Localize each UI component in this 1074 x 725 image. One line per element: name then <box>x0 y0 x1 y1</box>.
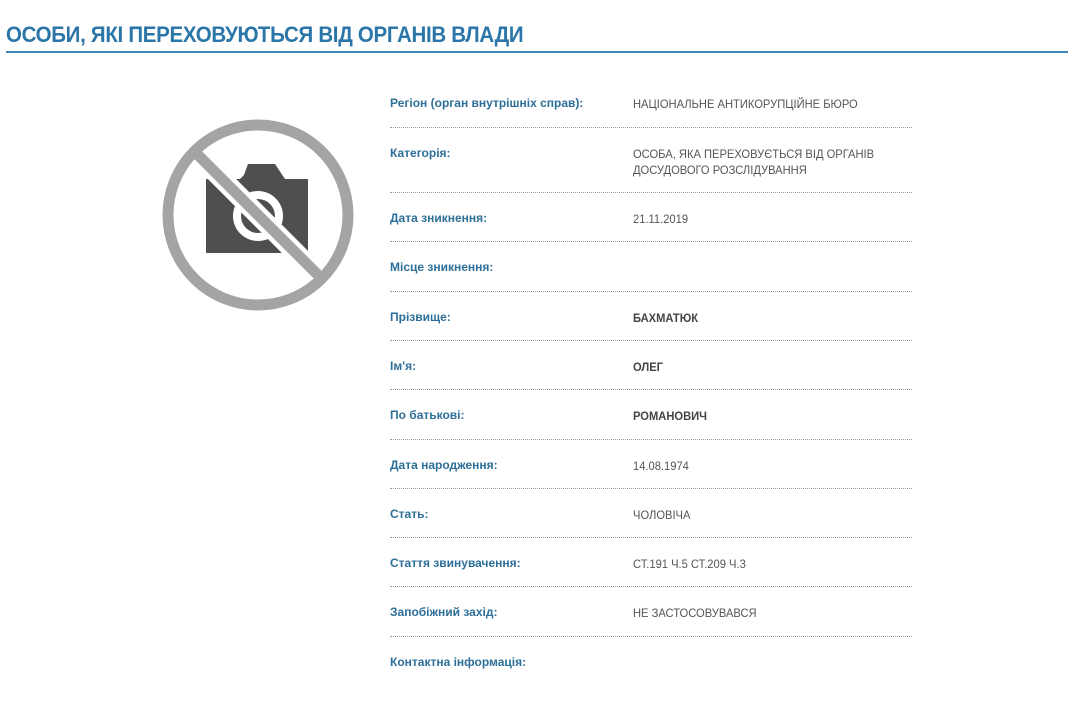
detail-value: 14.08.1974 <box>633 459 689 473</box>
detail-row-first-name <box>390 341 912 390</box>
detail-value: НАЦІОНАЛЬНЕ АНТИКОРУПЦІЙНЕ БЮРО <box>633 97 858 111</box>
detail-row-category <box>390 128 912 193</box>
detail-row-birth-date <box>390 440 912 489</box>
detail-label: Дата народження: <box>390 458 498 472</box>
detail-label: Категорія: <box>390 146 451 160</box>
detail-value: СТ.191 Ч.5 СТ.209 Ч.3 <box>633 557 746 571</box>
detail-row-preventive-measure <box>390 587 912 637</box>
detail-label: Регіон (орган внутрішніх справ): <box>390 96 584 110</box>
detail-row-disappearance-place <box>390 242 912 292</box>
page-title: ОСОБИ, ЯКІ ПЕРЕХОВУЮТЬСЯ ВІД ОРГАНІВ ВЛАДИ <box>6 22 524 47</box>
detail-value: НЕ ЗАСТОСОВУВАВСЯ <box>633 606 757 620</box>
detail-value: ЧОЛОВІЧА <box>633 508 691 522</box>
title-divider <box>6 51 1068 53</box>
no-photo-icon <box>160 117 356 313</box>
detail-label: Стать: <box>390 507 429 521</box>
detail-label: По батькові: <box>390 408 465 422</box>
detail-label: Ім'я: <box>390 359 417 373</box>
detail-row-patronymic <box>390 390 912 440</box>
person-details <box>390 78 912 687</box>
detail-row-disappearance-date <box>390 193 912 242</box>
detail-label: Місце зникнення: <box>390 260 494 274</box>
person-photo <box>160 117 356 313</box>
detail-label: Контактна інформація: <box>390 655 527 669</box>
detail-label: Стаття звинувачення: <box>390 556 521 570</box>
detail-value: РОМАНОВИЧ <box>633 409 708 423</box>
detail-value: ОЛЕГ <box>633 360 664 374</box>
detail-value: БАХМАТЮК <box>633 311 699 325</box>
detail-row-surname <box>390 292 912 341</box>
detail-value: ОСОБА, ЯКА ПЕРЕХОВУЄТЬСЯ ВІД ОРГАНІВ ДОСУДОВОГО РОЗСЛІДУВАННЯ <box>633 147 875 177</box>
detail-value: 21.11.2019 <box>633 212 689 226</box>
detail-label: Дата зникнення: <box>390 211 488 225</box>
detail-row-region <box>390 78 912 128</box>
detail-row-contact-info <box>390 637 912 687</box>
detail-label: Прізвище: <box>390 310 451 324</box>
detail-row-charge <box>390 538 912 587</box>
detail-label: Запобіжний захід: <box>390 605 498 619</box>
detail-row-sex <box>390 489 912 538</box>
